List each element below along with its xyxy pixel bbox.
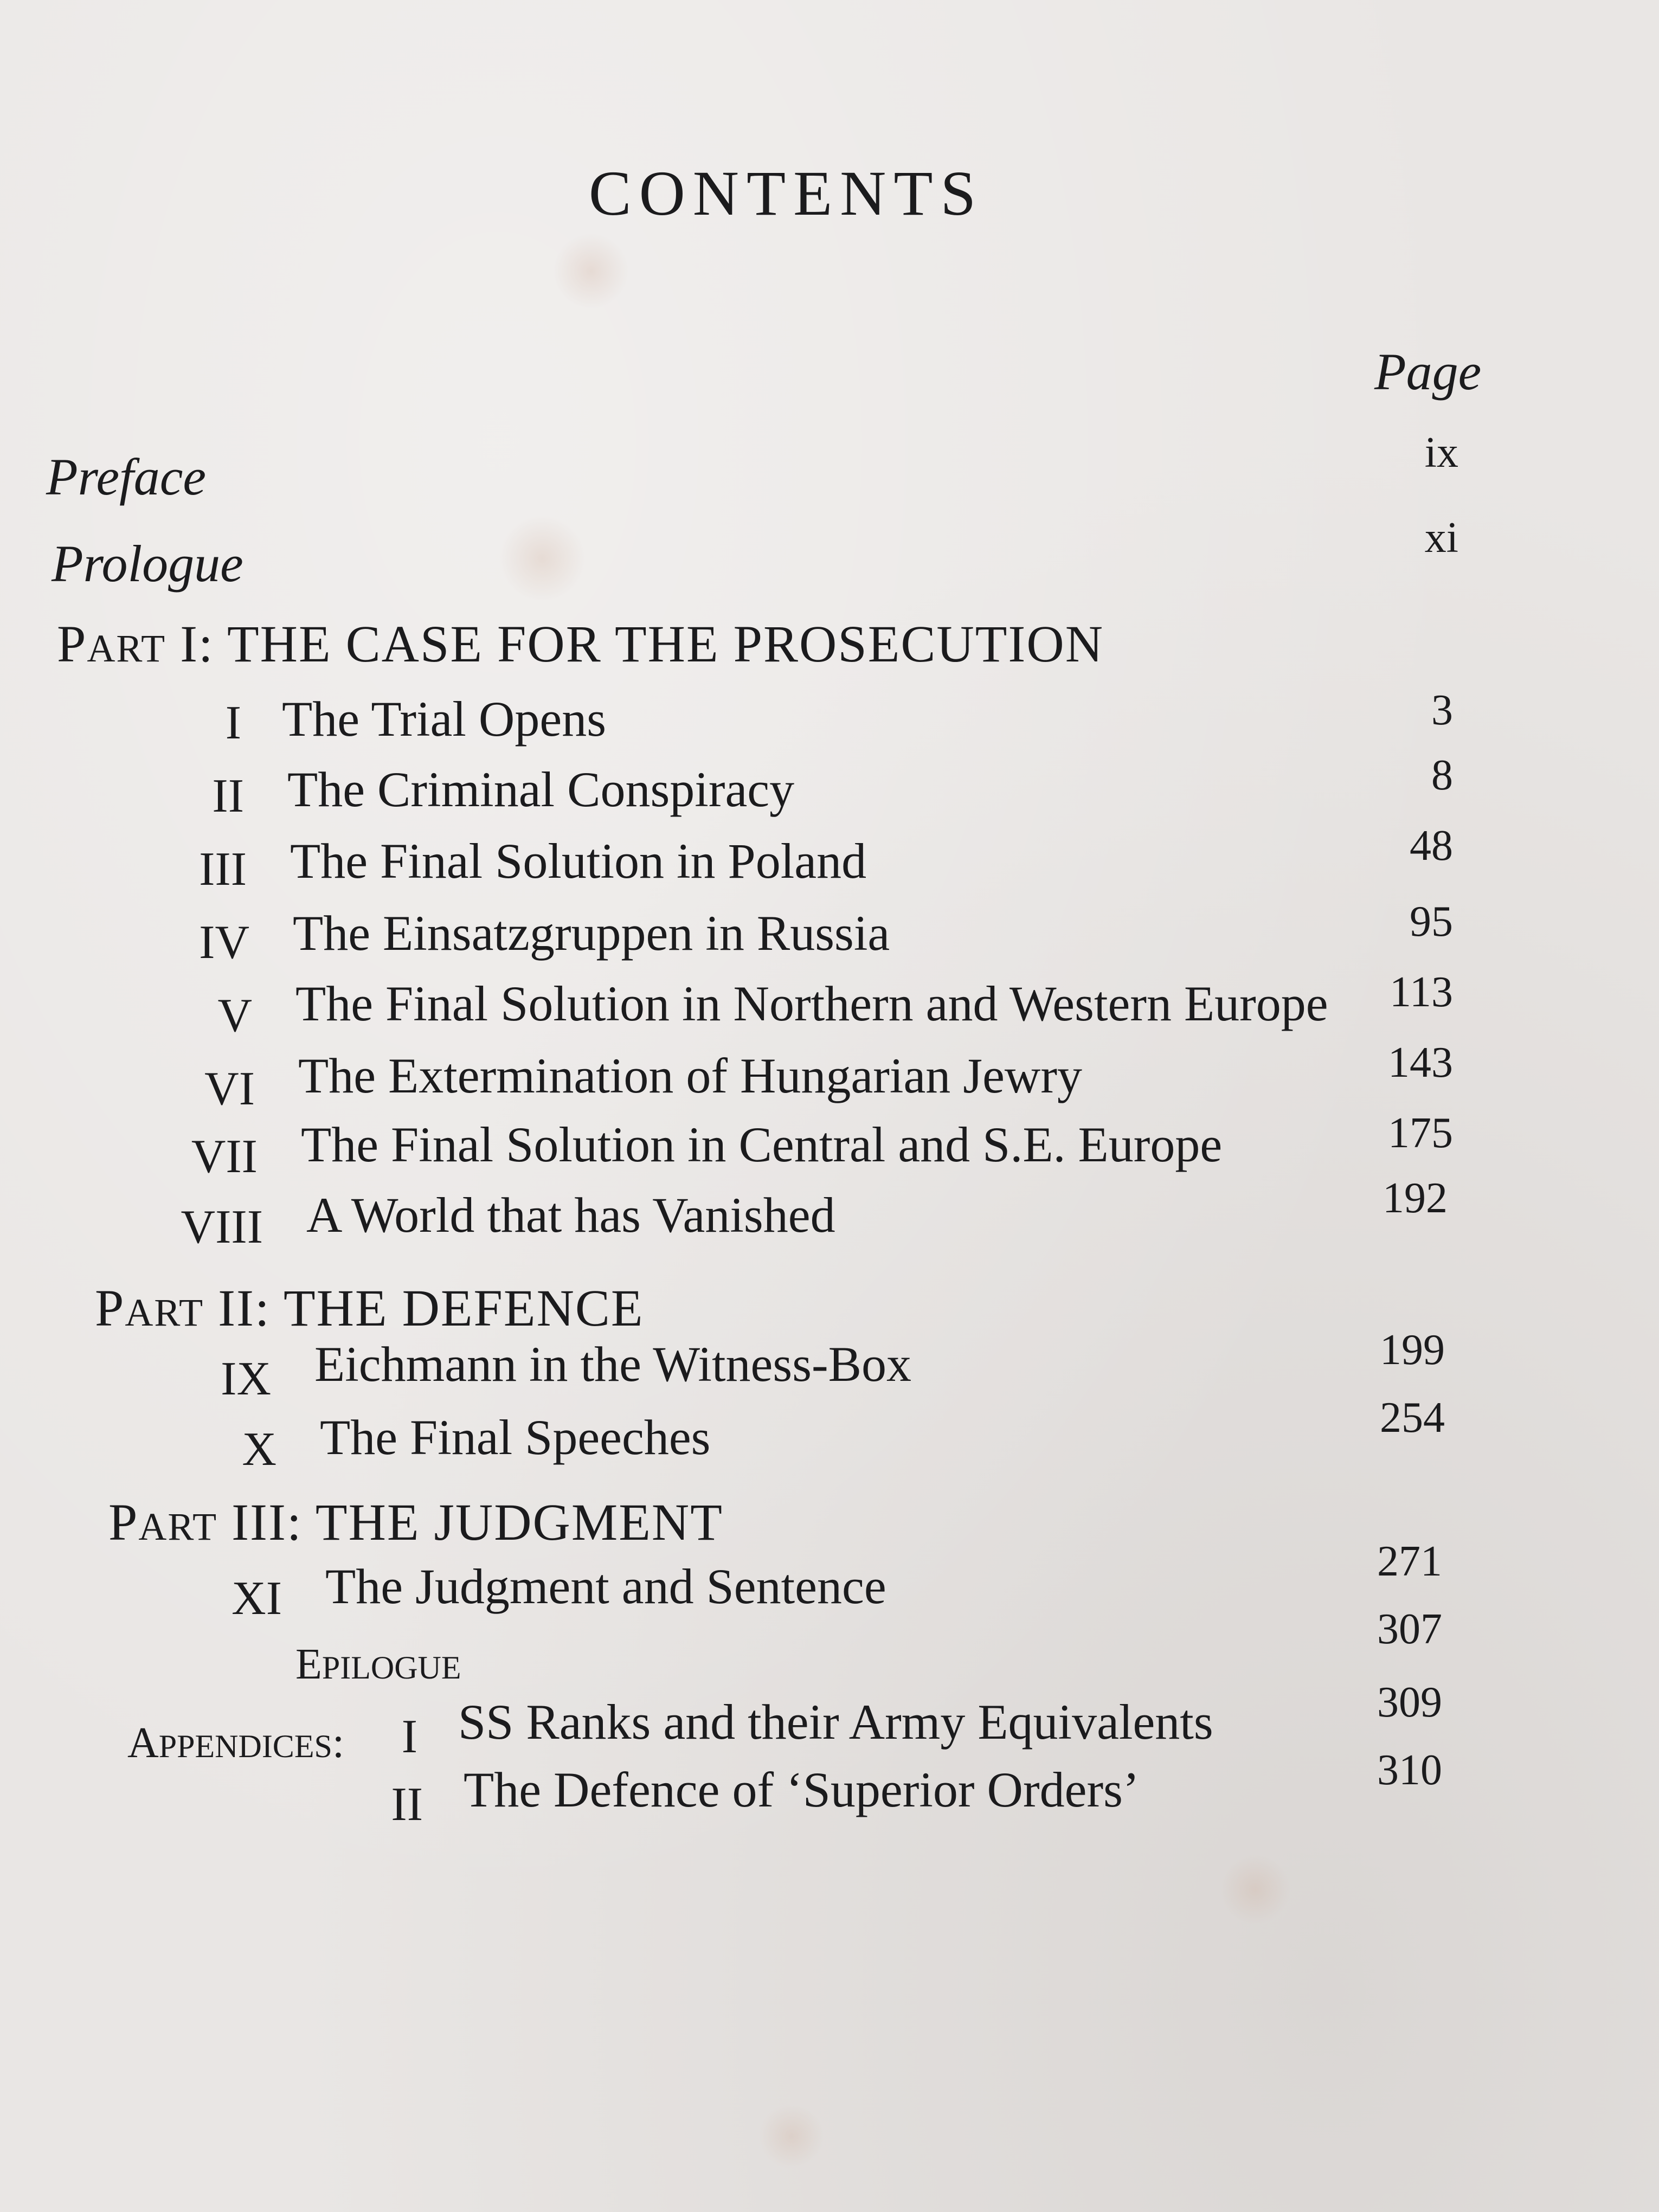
chapter-number: VII [191, 1130, 258, 1183]
paper-stain [553, 233, 629, 309]
prologue-entry: Prologue [52, 535, 243, 593]
chapter-page-number: 8 [1431, 751, 1453, 799]
chapter-number: I [225, 697, 241, 749]
chapter-title: The Final Solution in Poland [290, 833, 867, 889]
chapter-title: A World that has Vanished [306, 1187, 835, 1243]
part-prefix-initial: P [57, 615, 87, 673]
chapter-page-number: 175 [1388, 1109, 1453, 1157]
chapter-number: IX [221, 1353, 271, 1405]
chapter-title: Eichmann in the Witness-Box [314, 1336, 911, 1392]
part-heading [57, 615, 1104, 673]
chapter-page-number: 3 [1431, 686, 1453, 734]
chapter-number: X [242, 1423, 276, 1476]
epilogue-page-number: 307 [1377, 1605, 1442, 1653]
appendix-title: The Defence of ‘Superior Orders’ [464, 1762, 1140, 1817]
chapter-title: The Einsatzgruppen in Russia [293, 905, 890, 961]
chapter-title: The Extermination of Hungarian Jewry [298, 1048, 1082, 1103]
part-title: I: THE CASE FOR THE PROSECUTION [180, 615, 1104, 673]
chapter-title: The Criminal Conspiracy [287, 762, 795, 817]
epilogue-rest: PILOGUE [321, 1650, 461, 1686]
chapter-number: VIII [181, 1201, 263, 1253]
part-prefix-initial: P [95, 1279, 125, 1337]
chapter-number: III [199, 843, 247, 896]
chapter-page-number: 254 [1380, 1394, 1445, 1442]
chapter-title: The Final Speeches [320, 1410, 711, 1465]
page-title: CONTENTS [588, 158, 984, 229]
chapter-page-number: 113 [1389, 968, 1453, 1016]
appendix-title: SS Ranks and their Army Equivalents [458, 1694, 1213, 1750]
chapter-page-number: 143 [1388, 1039, 1453, 1086]
chapter-page-number: 199 [1380, 1326, 1445, 1374]
epilogue-initial: E [295, 1641, 322, 1688]
part-prefix-rest: ART [125, 1291, 204, 1334]
page-column-label: Page [1374, 343, 1482, 401]
paper-stain [1220, 1854, 1290, 1925]
chapter-page-number: 192 [1382, 1174, 1448, 1222]
chapter-title: The Judgment and Sentence [325, 1559, 886, 1614]
part-prefix-rest: ART [87, 627, 166, 670]
preface-entry: Preface [46, 448, 206, 506]
preface-page-number: ix [1424, 429, 1458, 477]
part-prefix-rest: ART [138, 1505, 218, 1548]
appendices-initial: A [127, 1719, 159, 1767]
chapter-number: VI [204, 1063, 255, 1115]
chapter-number: XI [232, 1572, 282, 1625]
part-prefix-initial: P [108, 1493, 139, 1551]
chapter-number: II [212, 770, 244, 822]
chapter-page-number: 48 [1410, 822, 1453, 870]
appendix-number: II [391, 1778, 423, 1831]
part-heading [108, 1493, 723, 1551]
epilogue-entry [295, 1643, 461, 1686]
appendices-rest: PPENDICES [158, 1728, 332, 1764]
chapter-title: The Trial Opens [282, 691, 606, 747]
chapter-page-number: 95 [1410, 898, 1453, 946]
appendices-colon: : [332, 1719, 345, 1767]
part-title: III: THE JUDGMENT [232, 1493, 723, 1551]
prologue-page-number: xi [1424, 514, 1458, 562]
chapter-number: IV [199, 916, 249, 969]
paper-stain [759, 2104, 824, 2169]
part-heading [95, 1279, 644, 1337]
part-title: II: THE DEFENCE [218, 1279, 644, 1337]
chapter-title: The Final Solution in Central and S.E. Europe [301, 1117, 1223, 1172]
paper-stain [499, 515, 586, 602]
appendix-number: I [401, 1711, 417, 1763]
appendix-page-number: 309 [1377, 1679, 1442, 1726]
appendix-page-number: 310 [1377, 1746, 1442, 1794]
chapter-page-number: 271 [1377, 1538, 1442, 1585]
chapter-title: The Final Solution in Northern and Western Europe [295, 976, 1328, 1031]
chapter-number: V [217, 989, 252, 1042]
